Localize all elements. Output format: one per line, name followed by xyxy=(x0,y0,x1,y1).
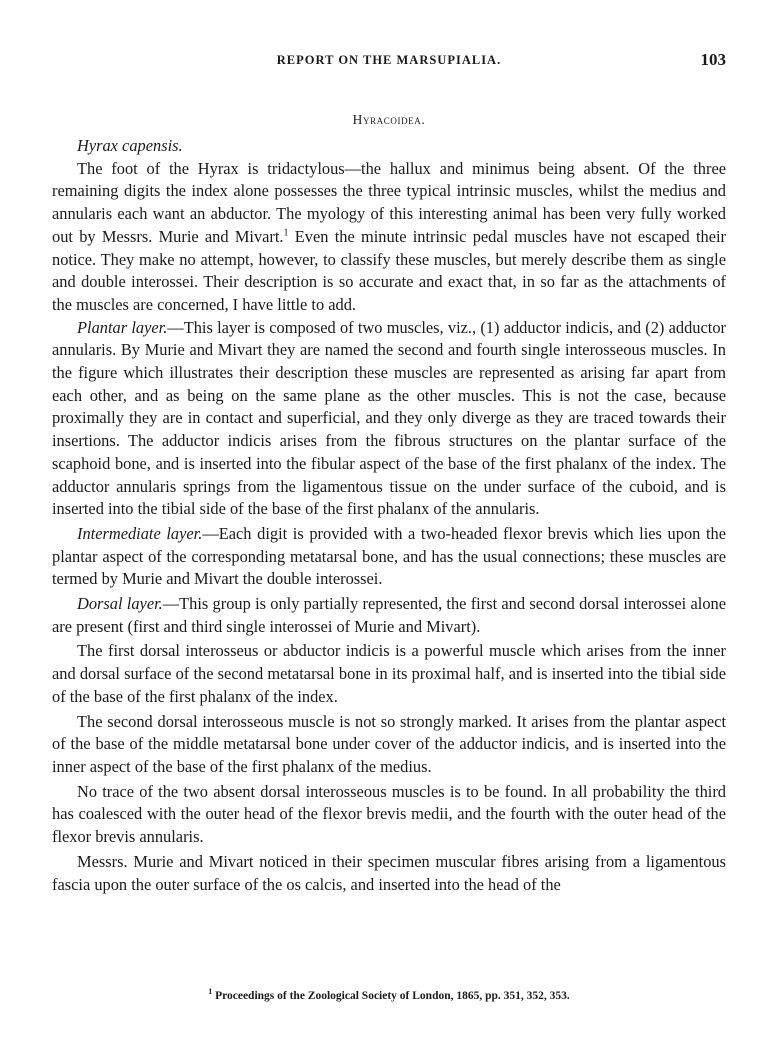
body-text xyxy=(52,135,726,896)
paragraph-text: —This layer is composed of two muscles, viz., (1) adductor indicis, and (2) adductor annularis. By Murie and Mivart they are named the second and fourth single interosseous muscles. In the figure which illustrates their description these muscles are represented as arising far apart from each other, and as being on the same plane as the other muscles. This is not the case, because proximally they are in contact and superficial, and they only diverge as they are traced towards their insertions. The adductor indicis arises from the fibrous structures on the plantar surface of the scaphoid bone, and is inserted into the fibular aspect of the base of the first phalanx of the index. The adductor annularis springs from the ligamentous tissue on the under surface of the cuboid, and is inserted into the tibial side of the base of the first phalanx of the annularis. xyxy=(52,317,726,519)
paragraph-text: —This group is only partially represented, the first and second dorsal interossei alone are present (first and third single interossei of Murie and Mivart). xyxy=(52,594,726,636)
footnote xyxy=(52,987,726,1002)
paragraph-absent-muscles: No trace of the two absent dorsal interosseous muscles is to be found. In all probability the third has coalesced with the outer head of the flexor brevis medii, and the fourth with the outer head of the flexor brevis annularis. xyxy=(52,781,726,847)
footnote-marker: 1 xyxy=(208,987,213,997)
page-number: 103 xyxy=(700,50,726,69)
paragraph-lead: Dorsal layer. xyxy=(77,594,163,614)
running-header xyxy=(52,50,726,72)
paragraph-text: The foot of the Hyrax is tridactylous—the hallux and minimus being absent. Of the three remaining digits the index alone possesses the three typical intrinsic muscles, whilst the medius and annularis each want an abductor. The myology of this interesting animal has been very fully worked out by Messrs. Murie and Mivart. xyxy=(52,158,726,246)
running-title: REPORT ON THE MARSUPIALIA. xyxy=(276,53,502,67)
paragraph-first-dorsal-interosseus: The first dorsal interosseus or abductor indicis is a powerful muscle which arises from the inner and dorsal surface of the second metatarsal bone in its proximal half, and is inserted into the tibial side of the base of the first phalanx of the index. xyxy=(52,641,726,706)
paragraph-foot-overview xyxy=(52,158,726,317)
paragraph-murie-mivart-fibres: Messrs. Murie and Mivart noticed in their specimen muscular fibres arising from a ligamentous fascia upon the outer surface of the os calcis, and inserted into the head of the xyxy=(52,851,726,894)
paragraph-lead: Plantar layer. xyxy=(77,317,168,337)
paragraph-dorsal-layer xyxy=(52,593,726,638)
paragraph-intermediate-layer xyxy=(52,523,726,591)
footnote-text: Proceedings of the Zoological Society of London, 1865, pp. 351, 352, 353. xyxy=(212,990,570,1002)
paragraph-second-dorsal-interosseous: The second dorsal interosseous muscle is not so strongly marked. It arises from the plantar aspect of the base of the middle metatarsal bone under cover of the adductor indicis, and is inserted into the inner aspect of the base of the first phalanx of the medius. xyxy=(52,711,726,776)
paragraph-plantar-layer xyxy=(52,317,726,521)
species-subheading: Hyrax capensis. xyxy=(77,136,183,155)
paragraph-text: —Each digit is provided with a two-headed flexor brevis which lies upon the plantar aspect of the corresponding metatarsal bone, and has the usual connections; these muscles are termed by Murie and Mivart the double interossei. xyxy=(52,523,726,589)
paragraph-text: Even the minute intrinsic pedal muscles have not escaped their notice. They make no attempt, however, to classify these muscles, but merely describe them as single and double interossei. Their description is so accurate and exact that, in so far as the attachments of the muscles are concerned, I have little to add. xyxy=(52,226,726,314)
footnote-reference[interactable]: 1 xyxy=(283,227,289,239)
section-heading: Hyracoidea. xyxy=(352,112,426,127)
paragraph-lead: Intermediate layer. xyxy=(77,523,203,543)
